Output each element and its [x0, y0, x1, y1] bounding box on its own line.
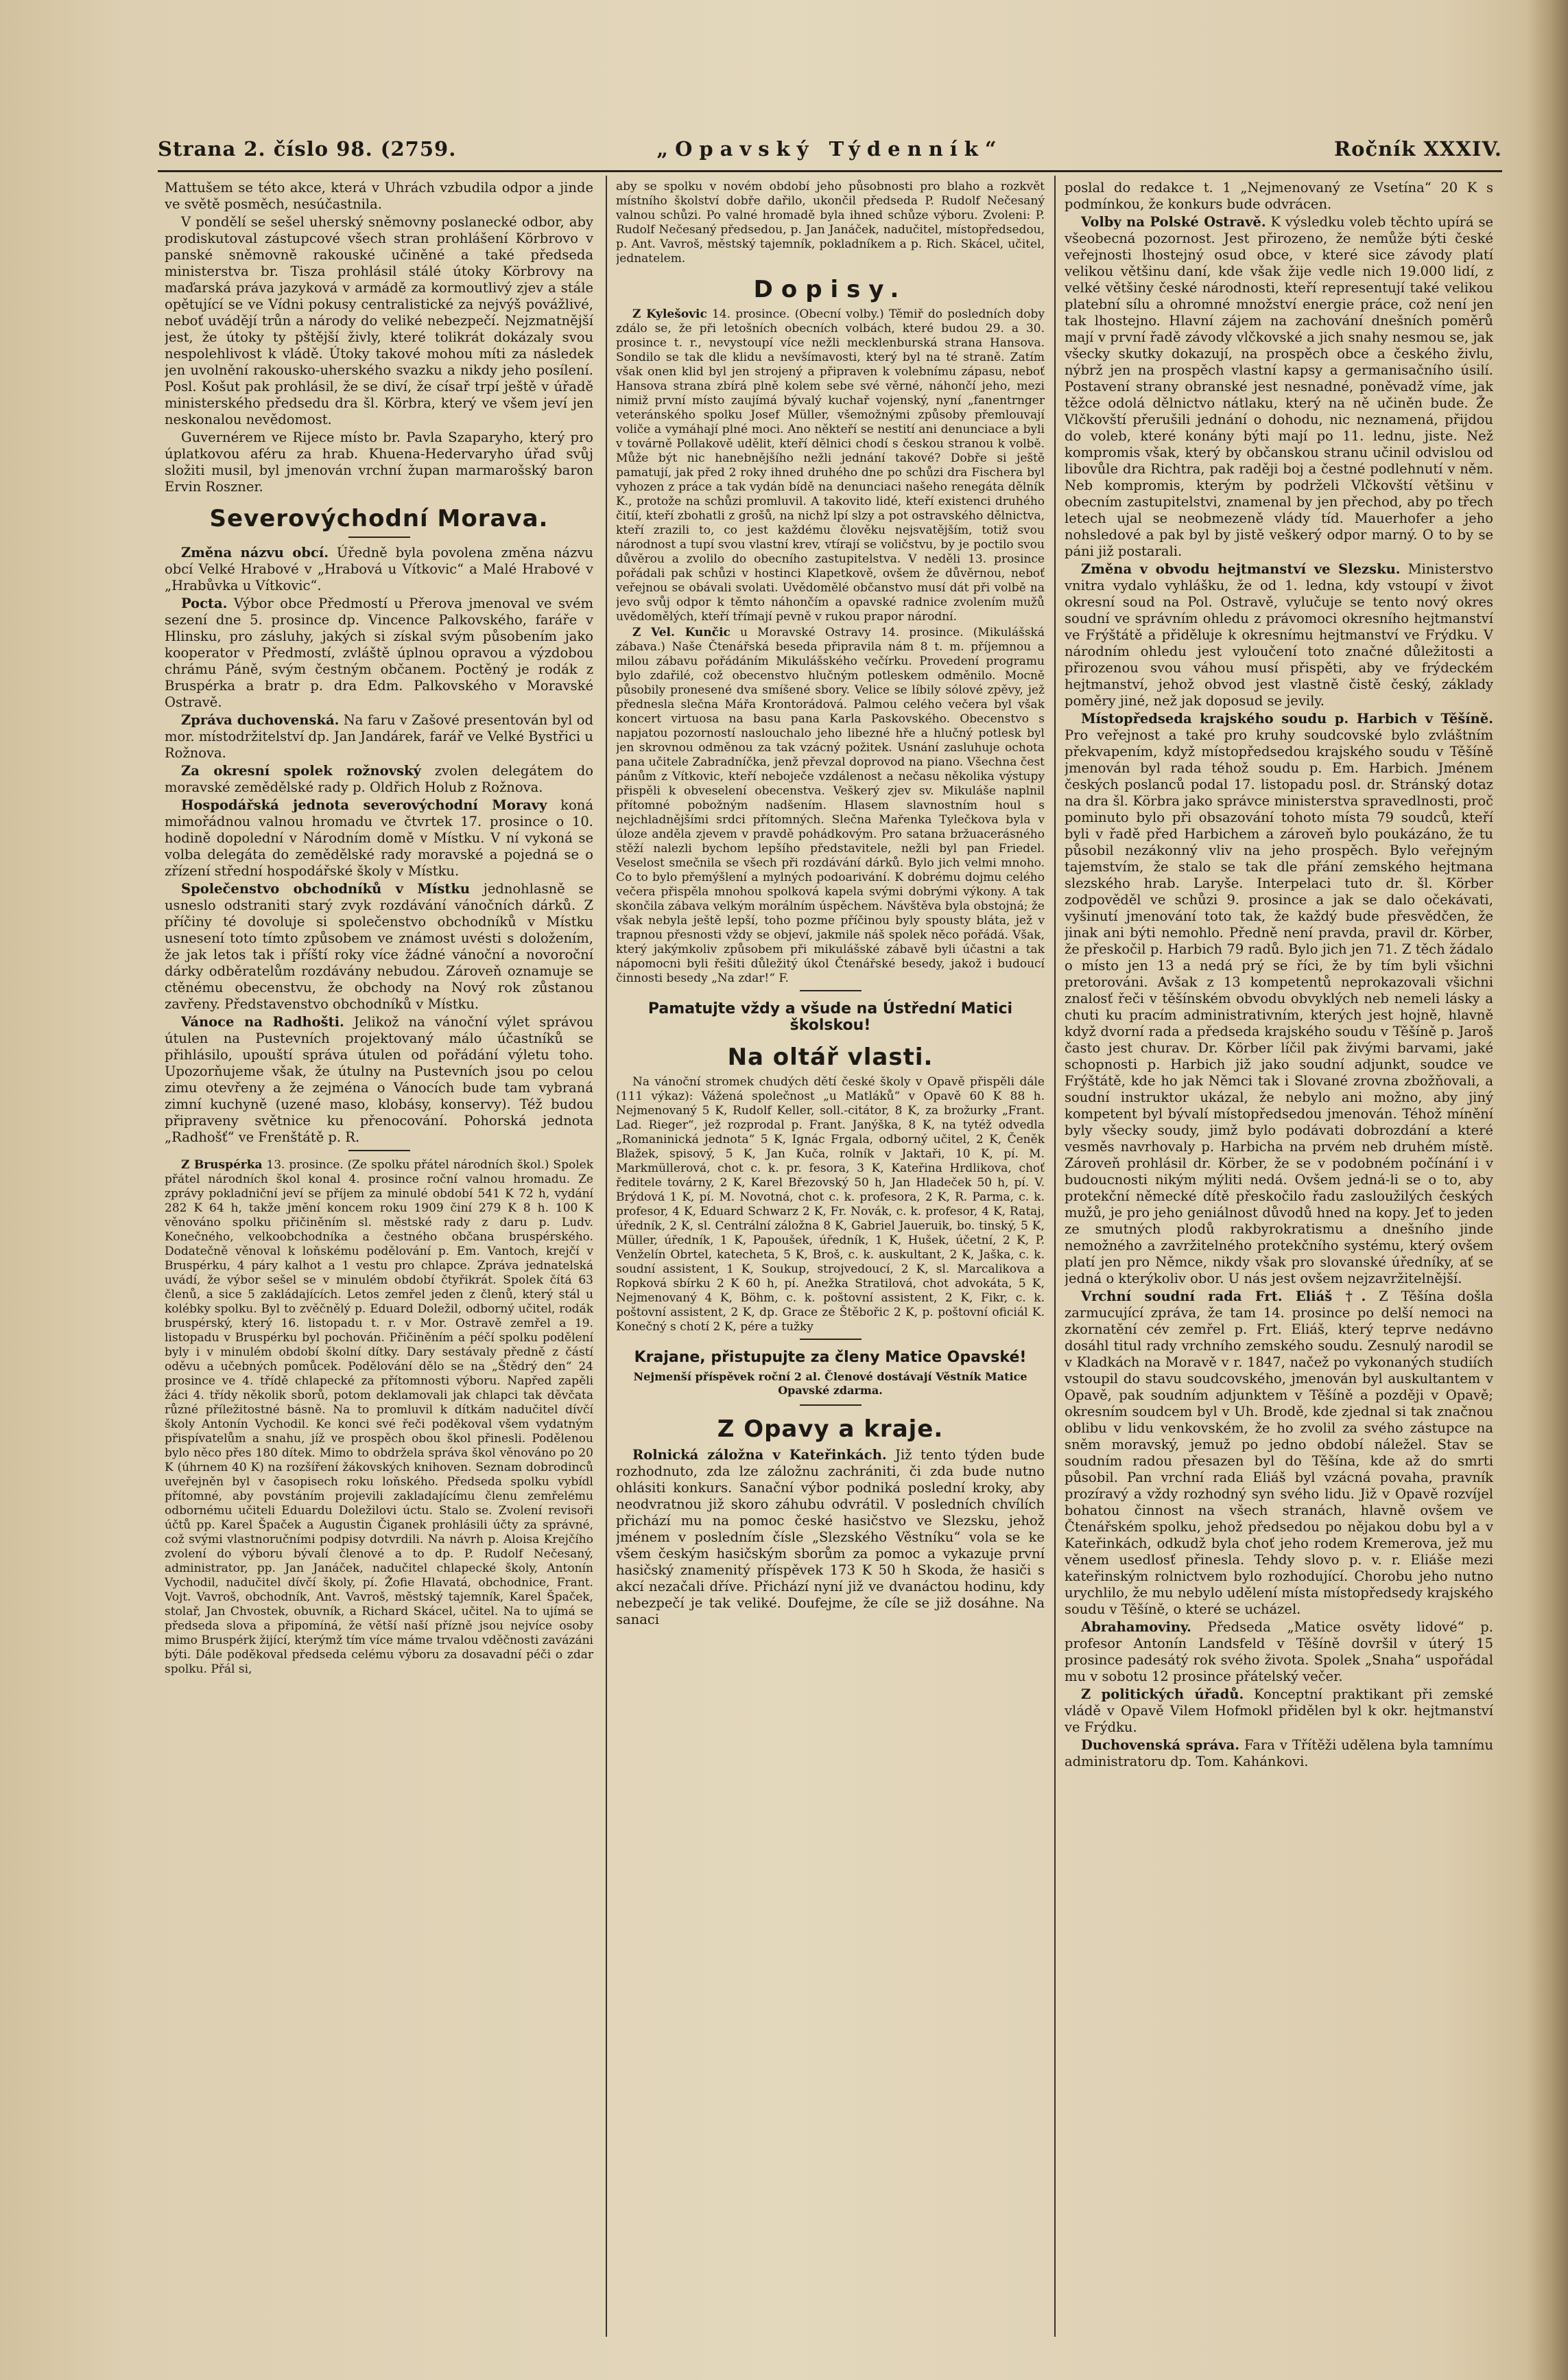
news-item-text: Pro veřejnost a také pro kruhy soudcovské bylo zvláštním překvapením, když místopředsedou krajského soudu v Těšíně jmenován byl rada téhož soudu p. Em. Harbich. Jménem českých poslanců podal 17. listopadu posl. dr. Stránský dotaz na dra šl. Körbra jako správce ministerstva spravedlnosti, proč pominuto bylo při obsazování tohoto místa 79 soudců, kteří byli v řadě před Harbichem a zároveň bylo poukázáno, že tu působil nezákonný vliv na jeho prospěch. Bylo veřejným tajemstvím, že stalo se tak dle přání zemského hejtmana slezského hrab. Laryše. Interpelaci tuto dr. šl. Körber zodpověděl ve schůzi 9. prosince a jak se dalo očekávati, vyšinutí jmenování toto tak, že každý bude přesvědčen, že jinak ani býti nemohlo. Předně není pravda, pravil dr. Körber, že přeskočil p. Harbich 79 radů. Bylo jich jen 71. Z těch žádalo o místo jen 13 a nedá prý se říci, že by tím byli všichni pretorováni. Avšak z 13 kompetentů neprokazovali všichni znalosť řeči v těšínském obvodu obvyklých neb nemeli lásky a chuti ku pracím administrativním, kterých jest hojně, hlavně když dvorní rada a předseda krajského soudu v Těšíně p. Jaroš často jest churav. Dr. Körber líčil pak živými barvami, jaké schopnosti p. Harbich již jako soudní adjunkt, soudce ve Frýštátě, kde ho jak Němci tak i Slované zrovna zbožňovali, a soudní instruktor ukázal, že nebylo ani možno, aby jiný kompetent byl bývalí místopředsedou jmenován. Téhož mínění byly všecky soudy, jimž bylo podávati dobrozdání a které vesměs navrhovaly p. Harbicha na prvém neb druhém místě. Zároveň prohlásil dr. Körber, že se v podobném počínání i v budoucnosti nikým mýliti nedá. Ovšem jedná-li se o to, aby protekční německé dítě přeskočilo řadu zasloužilých českých mužů, je pro jeho geniálnost důvodů hned na kopy. Jeť to jeden ze smutných plodů rakbyrokratismu a dnešního jinde nemožného a zavržitelného protekčního systému, který ovšem platí jen pro Němce, nikdy však pro slovanské úředníky, ať se jedná o kterýkoliv obor. U nás jest ovšem nejzavržitelnější.	[1065, 727, 1493, 1286]
news-item-text: K výsledku voleb těchto upírá se všeobecná pozornost. Jest přirozeno, že nemůže býti české veřejnosti lhostejný osud obce, v které sice závody platí velikou většinu daní, kde však žije vedle nich 19.000 lidí, z velké většiny české národnosti, kteří representují také velikou platební sílu a ohromné množství energie práce, což není jen tak lhostejno. Hlavní zájem na zachování dnešních poměrů mají v první řadě závody vlčkovské a jich snahy nesmou se, jak všecky skutky dokazují, na prospěch obce a českého živlu, nýbrž jen na prospěch vlastní kapsy a germanisačního úsilí. Postavení strany obranské jest nesnadné, poněvadž víme, jak těžce odolá dělnictvo nátlaku, který na ně učiněn bude. Že Vlčkovští přerušili jednání o dohodu, nic neznamená, přijdou do voleb, které konány býti mají po 11. lednu, jiste. Než kompromis však, který by občanskou stranu učinil odvislou od libovůle dra Richtra, pak raději boj a čestné podlehnutí v něm. Neb kompromis, kterým by podrželi Vlčkovští většinu v obecním zastupitelstvi, znamenal by jen přechod, aby po třech letech ujal se neobmezeně vlády tíd. Mauerhofer a jeho nohsledové a pak byl by jistě veškerý odpor marný. O to by se páni již postarali.	[1065, 214, 1493, 559]
news-item-lead: Místopředseda krajského soudu p. Harbich v Těšíně.	[1081, 711, 1493, 727]
news-item-lead: Za okresní spolek rožnovský	[181, 763, 421, 779]
news-item-lead: Změna názvu obcí.	[181, 545, 329, 561]
column-1	[165, 180, 593, 2334]
news-item-text: 14. prosince. (Obecní volby.) Těmiř do posledních doby zdálo se, že při letošních obecních volbách, které budou 29. a 30. prosince t. r., nevystoupí více nežli mecklenburská strana Hansova. Sondilo se tak dle klidu a nevšímavosti, který byl na té straně. Zatím však onen klid byl jen strojený a připraven k volebnímu zápasu, neboť Hansova strana zbírá plně kolem sebe své věrné, náhončí jeho, mezi nimiž první místo zaujímá bývalý kuchař vojenský, nyní „fanentrnger veteránského spolku Josef Müller, všemožnými způsoby přemlouvají voliče a vymáhají plné moci. Ano někteří se nestití ani denunciace a byli v továrně Pollakově udělit, kteří dělnici chodí s českou stranou k volbě. Může být nic hanebnějšího nežli jednání takové? Dobře si ještě pamatují, jak před 2 roky ihned druhého dne po schůzi dra Fischera byl vyhozen z práce a tak vydán bídě na denunciaci našeho renegáta dělník K., protože na schůzi promluvil. A takovito lidé, kteří existenci druhého čitíí, kteří zbohatli z grošů, na nichž lpí slzy a pot ostravského dělnictva, kteří zrazili to, co jest každému člověku nejsvatějším, totiž svou národnost a tupí svou vlastní krev, vtírají se voličstvu, by je poctilo svou důvěrou a zvolilo do obecního zastupitelstva. V neděli 13. prosince pořádali pak schůzi v hostinci Klapetkově, ovšem že důvěrnou, neboť veřejnou se obávali svolati. Uvědomělé občanstvo musí dát při volbě na jevo svůj odpor k těmto náhončím a opavské radnice zvolením mužů uvědomělých, kteří třímají pevně v rukou prapor národní.	[616, 307, 1045, 624]
item-separator	[800, 1339, 862, 1340]
matice-opavska-notice-sub: Nejmenší příspěvek roční 2 al. Členové dostávají Věstník Matice Opavské zdarma.	[633, 1370, 1027, 1397]
column-3	[1065, 180, 1493, 2334]
news-item-lead: Změna v obvodu hejtmanství ve Slezsku.	[1081, 561, 1401, 577]
news-item-lead: Z politických úřadů.	[1081, 1686, 1244, 1702]
news-item	[616, 307, 1045, 624]
volume-label: Ročník XXXIV.	[1334, 137, 1502, 161]
news-item-text: Fara v Třítěži udělena byla tamnímu administratoru dp. Tom. Kahánkovi.	[1065, 1737, 1493, 1769]
news-item	[616, 626, 1045, 986]
news-item-text: Úředně byla povolena změna názvu obcí Velké Hrabové v „Hrabová u Vítkovic“ a Malé Hrabové v „Hrabůvka u Vítkovic“.	[165, 545, 593, 593]
news-item-text: Jelikož na vánoční výlet správou útulen na Pustevních projektovaný málo účastníků se přihlásilo, upouští správa útulen od pořádání výletu toho. Upozorňujeme však, že útulny na Pustevních jsou po celou zimu otevřeny a že zejména o Vánocích bude tam vybraná zimní kuchyně (uzené maso, klobásy, konservy). Též budou připraveny světnice ku přenocování. Pohorská jednota „Radhošť“ ve Frenštátě p. R.	[165, 1014, 593, 1145]
article-paragraph: aby se spolku v novém období jeho působnosti pro blaho a rozkvět místního školství dobře dařilo, ukončil předseda P. Rudolf Nečesaný valnou schůzi. Po valné hromadě byla ihned schůze výboru. Zvoleni: P. Rudolf Nečesaný předsedou, p. Jan Janáček, nadučitel, místopředsedou, p. Ant. Vavroš, městský tajemník, pokladníkem a p. Rich. Skácel, učitel, jednatelem.	[616, 180, 1045, 266]
news-item-lead: Z Kylešovic	[632, 307, 707, 321]
article-paragraph: Guvernérem ve Rijece místo br. Pavla Szaparyho, který pro úplatkovou aféru za hrab. Khuena-Hedervaryho úřad svůj složiti musil, byl jmenován vrchní župan marmarošský baron Ervin Roszner.	[165, 429, 593, 495]
news-item	[165, 1014, 593, 1146]
news-item-lead: Duchovenská správa.	[1081, 1737, 1240, 1753]
news-item	[165, 881, 593, 1013]
news-item-lead: Vánoce na Radhošti.	[181, 1014, 344, 1030]
news-item-text: zvolen delegátem do moravské zemědělské rady p. Oldřich Holub z Rožnova.	[165, 763, 593, 795]
news-item-lead: Vrchní soudní rada Frt. Eliáš †.	[1081, 1288, 1366, 1304]
news-item-lead: Abrahamoviny.	[1081, 1619, 1191, 1635]
news-item	[165, 1158, 593, 1677]
matice-opavska-notice: Krajane, přistupujte za členy Matice Opavské!	[634, 1349, 1027, 1366]
article-paragraph: poslal do redakce t. 1 „Nejmenovaný ze Vsetína“ 20 K s podmínkou, že konkurs bude odvrácen.	[1065, 180, 1493, 212]
news-item	[1065, 1686, 1493, 1736]
column-divider-1	[606, 176, 607, 2337]
section-heading-severovychodni-morava: Severovýchodní Morava.	[209, 505, 549, 532]
page-edge-shadow	[1527, 0, 1568, 2380]
news-item-text: Již tento týden bude rozhodnuto, zda lze záložnu zachrániti, či zda bude nutno ohlásiti konkurs. Sanační výbor podniká poslední kroky, aby neodvratnou již skoro záhubu odvrátil. V posledních chvílích přichází mu na pomoc české hasičstvo ve Slezsku, jehož jménem v posledním čísle „Slezského Věstníku“ vola se ke všem českým hasičským sborům za pomoc a vykazuje první hasičský znamenitý příspěvek 173 K 50 h Skoda, že hasiči s akcí nezačali dříve. Přichází nyní již ve dvanáctou hodinu, kdy nebezpečí je tak veliké. Doufejme, že cíle se již dosáhne. Na sanaci	[616, 1447, 1045, 1627]
news-item-lead: Hospodářská jednota severovýchodní Moravy	[181, 797, 547, 813]
masthead-title: „Opavský Týdenník“	[656, 137, 1003, 161]
news-item-text: Konceptní praktikant při zemské vládě v Opavě Vilem Hofmokl přidělen byl k okr. hejtmanství ve Frýdku.	[1065, 1686, 1493, 1735]
news-item-text: jednohlasně se usneslo odstraniti starý zvyk rozdávání vánočních dárků. Z příčiny té dovoluje si společenstvo obchodníků v Místku usnesení toto tímto způsobem ve známost uvésti s doložením, že jak letos tak i příští roky více žádné vánoční a novoroční dárky odběratelům rozdávány nebudou. Zároveň oznamuje se ctěnému obecenstvu, že obchody na Nový rok zůstanou zavřeny. Představenstvo obchodníků v Místku.	[165, 881, 593, 1012]
news-item	[165, 797, 593, 880]
news-item	[1065, 1737, 1493, 1770]
news-item-lead: Volby na Polské Ostravě.	[1081, 214, 1266, 230]
page-number-label: Strana 2. číslo 98. (2759.	[158, 137, 457, 161]
news-item	[165, 712, 593, 762]
matice-notice: Pamatujte vždy a všude na Ústřední Matici školskou!	[648, 1000, 1013, 1034]
news-item-text: u Moravské Ostravy 14. prosince. (Mikulášská zábava.) Naše Čtenářská beseda připravila nám 8 t. m. příjemnou a milou zábavu pořádáním Mikulášského večírku. Provedení programu bylo zdařilé, což obecenstvo hlučným potleskem odměnilo. Mocně působily pronesené dva smíšené sbory. Velice se líbily sólové zpěvy, jež přednesla slečna Mářa Krontorádová. Palmou celého večera byl však koncert virtuosa na basu pana Karla Paskovského. Obecenstvo s napjatou pozorností naslouchalo jeho libezné hře a hlučný potlesk byl jen skrovnou odměnou za tak vzácný požitek. Usnání zasluhuje ochota pana učitele Zabradníčka, jenž převzal doprovod na piano. Všechna čest pánům z Vítkovic, kteří neboječe vzdálenost a nečasu několika výstupy přispěli k obveselení obecenstva. Veškerý zjev sv. Mikuláše naplnil přítomné pobožným nadšením. Hlasem slavnostním houl s nejchladnějšími srdci přítomných. Slečna Mařenka Tylečkova byla v úloze anděla zjevem v pravdě pohádkovým. Pro satana bržuacerásného stěží nalezli bychom lepšího představitele, nežli byl pan Friedel. Veselost smečnila se všech při rozdávání dárků. Bylo jich velmi mnoho. Co to bylo přemýšlení a mylných podoarivání. K dobrému dojmu celého večera přispěla mnohou spolková kapela svými dobrými výkony. A tak skončila zábava velkým morálním úspěchem. Návštěva byla obstojná; že však nebyla ještě lepší, toho pozme příčinou byly spousty bláta, jež v trapnou přesnosti vždy se objeví, jakmile náš spolek něco pořádá. Však, který jakýmkoliv způsobem při mikulášské zábavě byli účastni a tak nápomocni byli řešiti důležitý úkol Čtenářské besedy, jakož i budoucí činnosti besedy „Na zdar!“ F.	[616, 626, 1045, 985]
news-item	[1065, 1288, 1493, 1618]
news-item	[165, 545, 593, 594]
column-2	[616, 180, 1045, 2334]
news-item	[165, 596, 593, 711]
news-item-lead: Z Vel. Kunčic	[632, 626, 730, 639]
news-item-lead: Z Bruspérka	[181, 1158, 263, 1172]
news-item-text: Výbor obce Předmostí u Přerova jmenoval ve svém sezení dne 5. prosince dp. Vincence Palkovského, faráře v Hlinsku, pro zásluhy, jakých si získal svým působením jako kooperator v Předmostí, zvláště úplnou opravou a výzdobou chrámu Páně, svým čestným občanem. Poctěný je rodák z Bruspérka a bratr p. dra Edm. Palkovského v Moravské Ostravě.	[165, 596, 593, 710]
section-heading-dopisy: Dopisy.	[753, 276, 907, 303]
heading-rule	[348, 537, 410, 538]
header-rule	[158, 170, 1502, 172]
news-item-lead: Společenstvo obchodníků v Místku	[181, 881, 471, 897]
section-heading-na-oltar-vlasti: Na oltář vlasti.	[727, 1044, 934, 1071]
column-divider-2	[1054, 176, 1056, 2337]
news-item-text: Ministerstvo vnitra vydalo vyhlášku, že od 1. ledna, kdy vstoupí v život okresní soud na Pol. Ostravě, vylučuje se tento nový okres soudní ve správním ohledu z právomoci okresního hejtmanství ve Frýštátě a přiděluje k okresnímu hejtmanství ve Frýdku. V národním ohledu jest vyloučení toto značné důležitosti a přirozenou svou váhou musí přispěti, aby ve frýdeckém hejtmanství, jehož obvod jest vlastně čistě český, základy poměry jiné, než jak doposud se jevily.	[1065, 561, 1493, 709]
news-item	[1065, 1619, 1493, 1685]
news-item-lead: Rolnická záložna v Kateřinkách.	[632, 1447, 887, 1463]
item-separator	[800, 990, 862, 991]
news-item	[1065, 214, 1493, 560]
news-item	[165, 763, 593, 796]
news-item-text: 13. prosince. (Ze spolku přátel národních škol.) Spolek přátel národních škol konal 4. prosince roční valnou hromadu. Ze zprávy pokladniční jeví se příjem za minulé období 541 K 72 h, vydání 282 K 64 h, takže jmění koncem roku 1909 činí 279 K 8 h. 100 K věnováno spolku přičiněním sl. městské rady z daru p. Ludv. Konečného, velkoobchodníka a čestného občana bruspérského. Dodatečně věnoval k loňskému podělování p. Em. Vantoch, krejčí v Bruspérku, 4 páry kalhot a 1 vestu pro chlapce. Zpráva jednatelská uvádí, že výbor sešel se v minulém období čtyřikrát. Spolek čítá 63 členů, a sice 5 zakládajících. Letos zemřel jeden z členů, který stál u kolébky spolku. Byl to zvěčnělý p. Eduard Doležil, odborný učitel, rodák bruspérský, který 16. listopadu t. r. v Mor. Ostravě zemřel a 19. listopadu v Bruspérku byl pochován. Přičiněním a péčí spolku podělení byly i v minulém období školní dítky. Dary sestávaly předně z částí oděvu a učebných pomůcek. Podělování dělo se na „Štědrý den“ 24 prosince ve 4. třídě chlapecké za přítomnosti výboru. Napřed zapěli žáci 4. třídy několik sborů, potom deklamovali jak chlapci tak děvčata různé příležitostné básně. Na to promluvil k dítkám nadučitel dívčí školy Antonín Vychodil. Ke konci své řeči poděkoval všem vydatným přispívatelům a snahu, jíž ve prospěch obou škol přinesli. Podělenou bylo něco přes 180 dítek. Mimo to obdržela správa škol věnováno po 20 K (úhrnem 40 K) na rozšíření žákovských knihoven. Seznam dobrodinců uveřejněn byl v časopisech roku loňského. Předseda spolku vybídl přítomné, aby povstáním projevili zakladajícímu členu zemřelému odbornému učiteli Eduardu Doležilovi úctu. Stalo se. Zvolení revisoři účtů pp. Karel Špaček a Augustin Čiganek prohlásili účty za správné, což svými vlastnoručními podpisy dotvrdili. Na návrh p. Aloisa Krejčího zvolení do výboru bývalí členové a to dp. P. Rudolf Nečesaný, administrator, pp. Jan Janáček, nadučitel chlapecké školy, Antonín Vychodil, nadučitel dívčí školy, pí. Žofie Hlavatá, obchodnice, Frant. Vojt. Vavroš, obchodník, Ant. Vavroš, městský tajemník, Karel Špaček, stolař, Jan Chvostek, obuvník, a Richard Skácel, učitel. Na to ujímá se předseda slova a připomíná, že větší naší přízně jsou nejvíce osoby mimo Bruspérk žijící, kterýmž tím více máme trvalou vděčnosti zavázáni býti. Dále poděkoval předseda celému výboru za dosavadní péči o zdar spolku. Přál si,	[165, 1158, 593, 1676]
news-item-lead: Pocta.	[181, 596, 228, 611]
news-item	[1065, 561, 1493, 709]
news-item-text: Na faru v Zašové presentován byl od mor. místodržitelství dp. Jan Jandárek, farář ve Velké Bystřici u Rožnova.	[165, 712, 593, 761]
news-item-text: Předseda „Matice osvěty lidové“ p. profesor Antonín Landsfeld v Těšíně dovršil v úterý 15 prosince padesátý rok svého života. Spolek „Snaha“ uspořádal mu v sobotu 12 prosince přátelský večer.	[1065, 1619, 1493, 1684]
item-separator	[348, 1150, 410, 1151]
news-item-text: koná mimořádnou valnou hromadu ve čtvrtek 17. prosince o 10. hodině dopolední v Národním domě v Místku. V ní vykoná se volba delegáta do zemědělské rady moravské a pojedná se o zřízení střední hospodářské školy v Místku.	[165, 797, 593, 879]
news-item	[616, 1447, 1045, 1628]
article-paragraph: V pondělí se sešel uherský sněmovny poslanecké odbor, aby prodiskutoval zástupcové všech stran prohlášení Körbrovo v panské sněmovně rakouské učiněné a také předseda ministerstva br. Tisza prohlásil stálé útoky Körbrovy na maďarská práva jazyková v armádě za kormoutlivý zjev a stále opětující se ve Vídni pokusy centralistické za nejvýš povážlivé, neboť uvádějí trůn a národy do veliké nebezpečí. Nejzmatnější jest, že útoky ty pštější živly, které tolikrát dokázaly svou nespolehlivost k vládě. Útoky takové mohou míti za následek jen uvolnění rakousko-uherského svazku a nikdy jeho posílení. Posl. Košut pak prohlásil, že se diví, že císař trpí ještě v úřadě ministerského předsedu dra šl. Körbra, který ve všem jeví jen neskonalou nevědomost.	[165, 214, 593, 427]
section-heading-z-opavy-a-kraje: Z Opavy a kraje.	[717, 1415, 944, 1443]
donation-list: Na vánoční stromek chudých dětí české školy v Opavě přispěli dále (111 výkaz): Vážená společnost „u Matláků“ v Opavě 60 K 88 h. Nejmenovaný 5 K, Rudolf Keller, soll.-citátor, 8 K, za brožurky „Frant. Lad. Rieger“, jež rozprodal p. Frant. Janýška, 8 K, na tytéž odvedla „Romaninická jednota“ 5 K, Ignác Frgala, odborný učitel, 2 K, Čeněk Blažek, spisový, 5 K, Jan Kuča, rolník v Jaktaři, 10 K, pí. M. Markmüllerová, chot c. k. pr. fesora, 3 K, Kateřina Hrdlikova, choť ředitele továrny, 2 K, Karel Březovský 50 h, Jan Hladeček 50 h, pí. V. Brýdová 1 K, pí. M. Novotná, chot c. k. profesora, 2 K, R. Parma, c. k. profesor, 4 K, Eduard Schwarz 2 K, Fr. Novák, c. k. profesor, 4 K, Rataj, úředník, 2 K, sl. Centrální záložna 8 K, Gabriel Jaueruik, bo. tinský, 5 K, Müller, úředník, 1 K, Papoušek, úředník, 1 K, Hušek, účetní, 2 K, P. Venželín Obrtel, katecheta, 5 K, Broš, c. k. auskultant, 2 K, Jaška, c. k. soudní assistent, 1 K, Soukup, strojvedoucí, 2 K, sl. Marcalikova a Ropková sbírku 2 K 60 h, pí. Anežka Stratilová, chot advokáta, 5 K, Nejmenovaný 4 K, Böhm, c. k. poštovní assistent, 2 K, Fikr, c. k. poštovní assistent, 2 K, dp. Grace ze Štěbořic 2 K, p. poštovní oficiál K. Konečný s chotí 2 K, pére a tužky	[616, 1075, 1045, 1334]
page-header	[158, 137, 1502, 165]
news-item-text: Z Těšína došla zarmucující zpráva, že tam 14. prosince po delší nemoci na zkornatění cév zemřel p. Frt. Eliáš, který teprve nedávno dosáhl titul rady vrchního zemského soudu. Zesnulý narodil se v Kladkách na Moravě v r. 1847, načež po vykonaných studiích vstoupil do stavu soudcovského, jmenován byl auskultantem v Opavě, pak soudním adjunktem v Těšíně a později v Opavě; okresním soudcem byl v Uh. Brodě, kde zjednal si tak značnou oblibu v lidu venkovském, že ho zvolil za svého zástupce na sněm moravský, jemuž po jedno období náležel. Stav se soudním radou přesazen byl do Těšína, kde až do smrti působil. Pan vrchní rada Eliáš byl vzácná povaha, pravník prozíravý a vždy rozhodný syn svého lidu. Již v Opavě rozvíjel bohatou činnost na všech stranách, hlavně ovšem ve Čtenářském spolku, jehož předsedou po nějakou dobu byl a v Kateřinkách, odkudž byla choť jeho rodem Kremerova, jež mu věnem usedlosť přinesla. Tehdy slovo p. v. r. Eliáše mezi kateřinským rolnictvem bylo rozhodující. Chorobu jeho nutno urychlilo, že mu nebylo udělení místa místopředsedy krajského soudu v Těšíně, o které se ucházel.	[1065, 1288, 1493, 1617]
item-separator	[800, 1404, 862, 1406]
article-paragraph: Mattušem se této akce, která v Uhrách vzbudila odpor a jinde ve světě posměch, nesúčastnila.	[165, 180, 593, 212]
news-item-lead: Zpráva duchovenská.	[181, 712, 340, 728]
news-item	[1065, 711, 1493, 1287]
